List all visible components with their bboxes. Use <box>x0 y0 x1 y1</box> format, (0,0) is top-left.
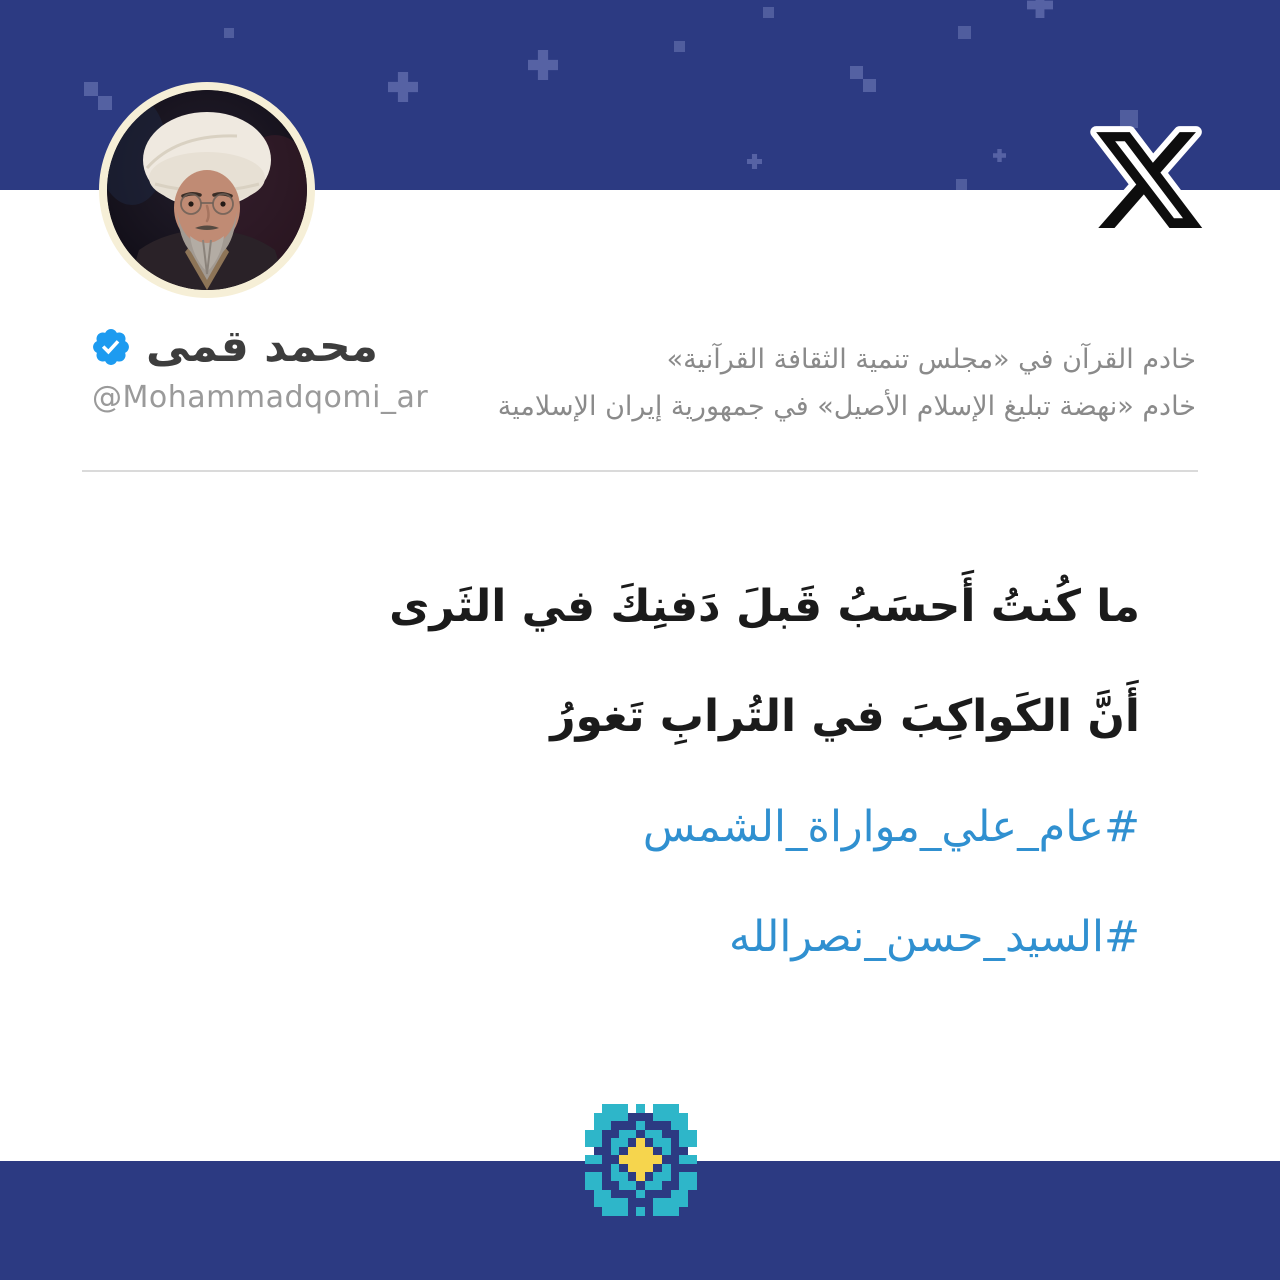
square-decoration-icon <box>850 66 863 79</box>
bio-line: خادم «نهضة تبليغ الإسلام الأصيل» في جمهورية إيران الإسلامية <box>497 391 1196 422</box>
cleric-portrait-illustration <box>107 90 307 290</box>
header-divider <box>82 470 1198 472</box>
flower-pixel <box>619 1207 628 1216</box>
verified-badge-icon <box>90 326 132 368</box>
profile-name[interactable]: محمد قمى <box>146 321 379 372</box>
flower-pixel <box>671 1207 680 1216</box>
profile-bio <box>498 336 1196 430</box>
flower-pixel <box>679 1198 688 1207</box>
plus-decoration-icon <box>993 149 1006 162</box>
avatar[interactable] <box>99 82 315 298</box>
flower-pixel <box>688 1155 697 1164</box>
profile-name-row <box>90 320 378 374</box>
square-decoration-icon <box>224 28 234 38</box>
flower-pixel <box>688 1181 697 1190</box>
flower-pixel <box>688 1138 697 1147</box>
plus-decoration-icon <box>1027 0 1053 18</box>
pixel-flower-logo <box>585 1104 696 1215</box>
poem-line: ما كُنتُ أَحسَبُ قَبلَ دَفنِكَ في الثَرى <box>389 581 1140 632</box>
flower-pixel <box>636 1207 645 1216</box>
plus-decoration-icon <box>747 154 762 169</box>
square-decoration-icon <box>674 41 685 52</box>
square-decoration-icon <box>958 26 971 39</box>
hashtag-link[interactable]: #عام_علي_مواراة_الشمس <box>642 802 1140 852</box>
square-decoration-icon <box>763 7 774 18</box>
tweet-body <box>120 552 1140 992</box>
bio-line: خادم القرآن في «مجلس تنمية الثقافة القرآنية» <box>666 344 1196 375</box>
profile-handle[interactable]: @Mohammadqomi_ar <box>92 380 429 415</box>
plus-decoration-icon <box>528 50 558 80</box>
poem-line: أَنَّ الكَواكِبَ في التُرابِ تَغورُ <box>550 691 1140 742</box>
square-decoration-icon <box>956 179 967 190</box>
plus-decoration-icon <box>388 72 418 102</box>
x-logo-icon <box>1090 121 1208 239</box>
square-decoration-icon <box>84 82 98 96</box>
hashtag-link[interactable]: #السيد_حسن_نصرالله <box>729 912 1140 962</box>
